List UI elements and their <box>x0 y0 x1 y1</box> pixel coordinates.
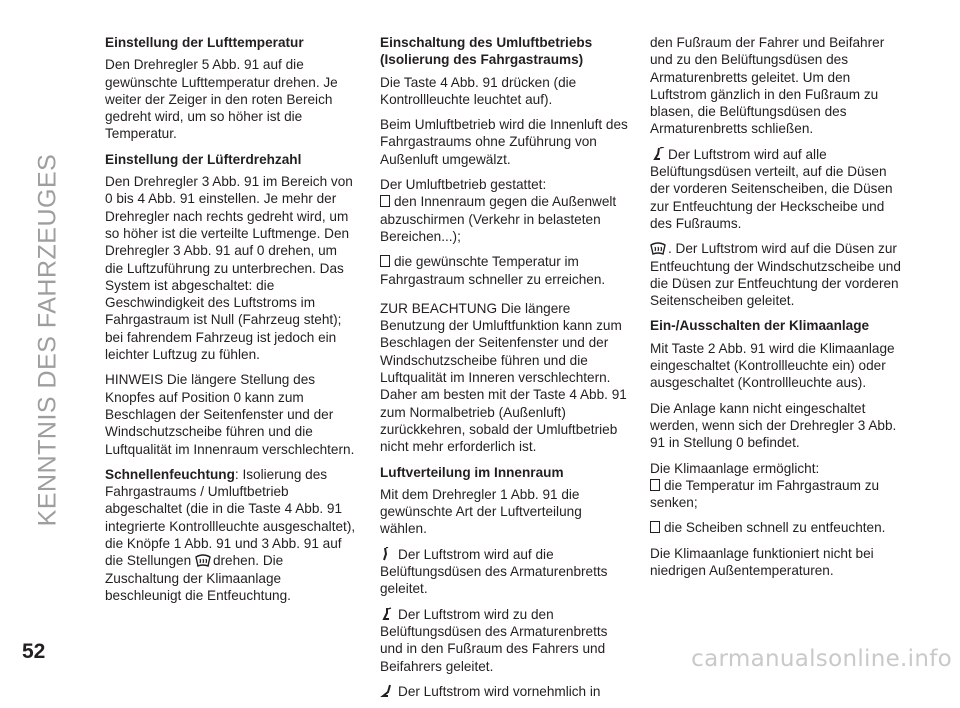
paragraph-ac-3: Die Klimaanlage ermöglicht: <box>650 460 820 476</box>
paragraph-feet-continued: den Fußraum der Fahrer und Beifahrer und zu den Belüftungsdüsen des Armaturenbretts geleitet. Um den Luftstrom gänzlich in den Fußraum zu blasen, die Belüftungsdüsen des Armaturenbretts schließen. <box>650 35 885 137</box>
windshield-defrost-icon <box>195 553 211 567</box>
list-item <box>380 253 632 288</box>
airflow-face-icon <box>380 547 396 561</box>
distribution-mode-defrost <box>650 240 906 309</box>
column-2 <box>380 34 632 708</box>
list-item-text: die gewünschte Temperatur im Fahrgastraum schneller zu erreichen. <box>380 254 606 287</box>
heading-air-distribution: Luftverteilung im Innenraum <box>380 464 564 480</box>
airflow-feet-icon <box>380 684 396 698</box>
page-number: 52 <box>22 640 46 663</box>
list-item <box>650 477 906 512</box>
paragraph-recirc-allows: Der Umluftbetrieb gestattet: <box>380 177 547 193</box>
heading-air-temperature: Einstellung der Lufttemperatur <box>105 35 304 50</box>
paragraph-air-distribution: Mit dem Drehregler 1 Abb. 91 die gewünschte Art der Luftverteilung wählen. <box>380 486 582 537</box>
airflow-face-feet-icon <box>380 607 396 621</box>
list-item <box>650 519 906 536</box>
distribution-face-feet-text: Der Luftstrom wird zu den Belüftungsdüsen des Armaturenbretts und in den Fußraum des Fahrers und Beifahrers geleitet. <box>380 606 608 674</box>
distribution-mode-face-feet <box>380 606 632 675</box>
paragraph-recirculation-1: Die Taste 4 Abb. 91 drücken (die Kontrollleuchte leuchtet auf). <box>380 74 577 107</box>
quick-dehumidify-text-1: : Isolierung des Fahrgastraums / Umluftbetrieb abgeschaltet (die in die Taste 4 Abb. 91 integrierte Kontrollleuchte ausgeschaltet), die Knöpfe 1 Abb. 91 und 3 Abb. 91 auf die Stellungen <box>105 466 356 569</box>
paragraph-air-temperature: Den Drehregler 5 Abb. 91 auf die gewünschte Lufttemperatur drehen. Je weiter der Zeiger in den roten Bereich gedreht wird, um so höher ist die Temperatur. <box>105 57 338 142</box>
airflow-all-vents-icon <box>650 147 666 161</box>
heading-recirculation: Einschaltung des Umluftbetriebs (Isolierung des Fahrgastraums) <box>380 35 593 68</box>
distribution-all-text: Der Luftstrom wird auf alle Belüftungsdüsen verteilt, auf die Düsen der vorderen Seitenscheiben, die Düsen zur Entfeuchtung der Heckscheibe und des Fußraums. <box>650 146 893 231</box>
list-item-text: die Temperatur im Fahrgastraum zu senken; <box>650 477 880 511</box>
column-1 <box>105 34 357 612</box>
chapter-title: KENNTNIS DES FAHRZEUGES <box>33 153 62 527</box>
distribution-face-text: Der Luftstrom wird auf die Belüftungsdüsen des Armaturenbretts geleitet. <box>380 546 608 597</box>
distribution-defrost-text: . Der Luftstrom wird auf die Düsen zur Entfeuchtung der Windschutzscheibe und die Düsen zur Entfeuchtung der vorderen Seitenscheiben geleitet. <box>650 241 901 309</box>
watermark: carmanualsonline.info <box>691 646 952 672</box>
distribution-mode-all <box>650 146 906 232</box>
list-item-text: die Scheiben schnell zu entfeuchten. <box>664 520 886 536</box>
list-item-text: den Innenraum gegen die Außenwelt abzuschirmen (Verkehr in belasteten Bereichen...); <box>380 194 617 244</box>
quick-dehumidify-label: Schnellenfeuchtung <box>105 466 235 482</box>
quick-dehumidify-text-2: drehen. Die Zuschaltung der Klimaanlage beschleunigt die Entfeuchtung. <box>105 553 291 603</box>
heading-fan-speed: Einstellung der Lüfterdrehzahl <box>105 151 302 167</box>
paragraph-fan-speed: Den Drehregler 3 Abb. 91 im Bereich von 0 bis 4 Abb. 91 einstellen. Je mehr der Drehregler nach rechts gedreht wird, um so höher ist die verteilte Luftmenge. Den Drehregler 3 Abb. 91 auf 0 drehen, um die Luftzuführung zu unterbrechen. Das System ist abgeschaltet: die Geschwindigkeit des Luftstroms im Fahrgastraum ist Null (Fahrzeug steht); bei fahrendem Fahrzeug ist jedoch ein leichter Luftzug zu fühlen. <box>105 174 353 363</box>
windshield-defrost-icon <box>650 241 666 255</box>
distribution-mode-face <box>380 546 632 598</box>
chapter-sidebar <box>18 40 78 640</box>
distribution-feet-text: Der Luftstrom wird vornehmlich in <box>398 683 601 699</box>
paragraph-note: ZUR BEACHTUNG Die längere Benutzung der Umluftfunktion kann zum Beschlagen der Seitenfenster und der Windschutzscheibe führen und die Luftqualität im Inneren verschlechtern. Daher am besten mit der Taste 4 Abb. 91 zum Normalbetrieb (Außenluft) zurückkehren, sobald der Umluftbetrieb nicht mehr erforderlich ist. <box>380 300 627 455</box>
checkbox-bullet-icon <box>380 195 390 207</box>
checkbox-bullet-icon <box>380 255 390 267</box>
paragraph-ac-2: Die Anlage kann nicht eingeschaltet werden, wenn sich der Drehregler 3 Abb. 91 in Stellung 0 befindet. <box>650 400 897 451</box>
distribution-mode-feet <box>380 683 632 700</box>
paragraph-recirculation-2: Beim Umluftbetrieb wird die Innenluft des Fahrgastraums ohne Zuführung von Außenluft umgewälzt. <box>380 117 628 167</box>
column-3 <box>650 34 906 587</box>
paragraph-quick-dehumidify <box>105 466 357 604</box>
paragraph-ac-1: Mit Taste 2 Abb. 91 wird die Klimaanlage eingeschaltet (Kontrollleuchte ein) oder ausgeschaltet (Kontrollleuchte aus). <box>650 340 895 391</box>
paragraph-ac-4: Die Klimaanlage funktioniert nicht bei niedrigen Außentemperaturen. <box>650 545 874 579</box>
paragraph-hint: HINWEIS Die längere Stellung des Knopfes auf Position 0 kann zum Beschlagen der Seitenfenster und der Windschutzscheibe führen und die Luftqualität im Innenraum verschlechtern. <box>105 372 355 457</box>
heading-air-conditioning: Ein-/Ausschalten der Klimaanlage <box>650 318 870 334</box>
checkbox-bullet-icon <box>650 521 660 533</box>
list-item <box>380 193 632 245</box>
checkbox-bullet-icon <box>650 479 660 491</box>
